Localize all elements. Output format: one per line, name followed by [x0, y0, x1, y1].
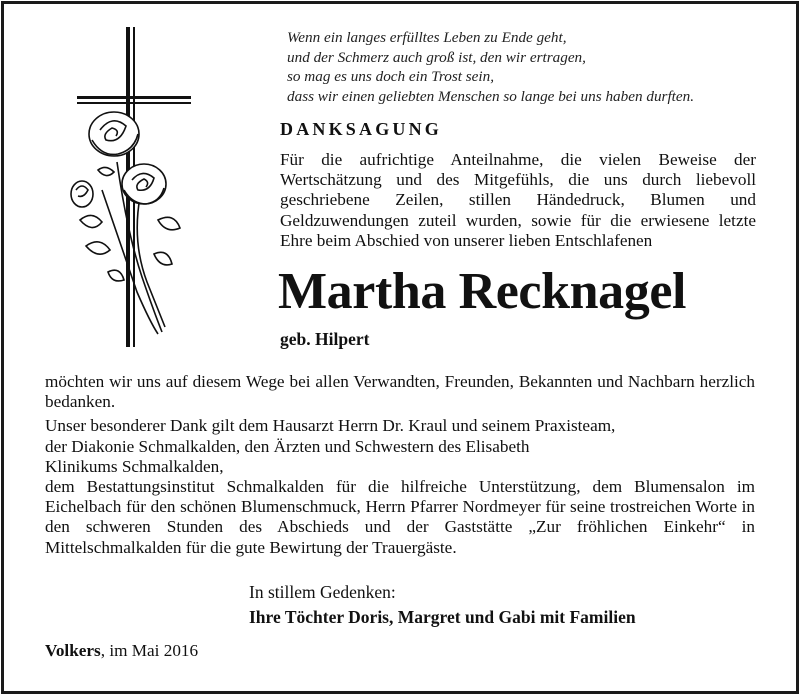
- poem-line: und der Schmerz auch groß ist, den wir ertragen,: [287, 48, 586, 66]
- intro-paragraph: Für die aufrichtige Anteilnahme, die vielen Beweise der Wertschätzung und des Mitgefühls, die uns durch liebevoll geschriebene Zeilen, stillen Händedruck, Blumen und Geldzuwendungen zuteil wurden, sowie für die erwiesene letzte Ehre beim Abschied von unserer lieben Entschlafenen: [280, 150, 756, 250]
- signature-line-1: In stillem Gedenken:: [249, 582, 396, 602]
- poem: [287, 28, 767, 106]
- body-line: Unser besonderer Dank gilt dem Hausarzt Herrn Dr. Kraul und seinem Praxisteam,: [45, 416, 616, 436]
- body-paragraph-2: dem Bestattungsinstitut Schmalkalden für die hilfreiche Unterstützung, dem Blumensalon im Eichelbach für den schönen Blumenschmuck, Herrn Pfarrer Nordmeyer für seine trostreichen Worte in den schweren Stunden des Abschieds und der Gaststätte „Zur fröhlichen Einkehr“ in Mittelschmalkalden für die gute Bewirtung der Trauergäste.: [45, 477, 755, 557]
- place-date-text: , im Mai 2016: [100, 641, 199, 660]
- deceased-name: Martha Recknagel: [278, 263, 687, 320]
- poem-line: so mag es uns doch ein Trost sein,: [287, 68, 495, 85]
- poem-line: dass wir einen geliebten Menschen so lange bei uns haben durften.: [287, 87, 695, 105]
- body-paragraph-1: möchten wir uns auf diesem Wege bei allen Verwandten, Freunden, Bekannten und Nachbarn herzlich bedanken.: [45, 372, 755, 412]
- place-town: Volkers: [45, 641, 101, 660]
- signature-line-2: Ihre Töchter Doris, Margret und Gabi mit Familien: [249, 607, 636, 627]
- body-line: der Diakonie Schmalkalden, den Ärzten und Schwestern des Elisabeth: [45, 436, 530, 456]
- heading-danksagung: DANKSAGUNG: [280, 119, 443, 139]
- signature-block: [249, 580, 636, 630]
- body-line: Klinikums Schmalkalden,: [45, 456, 224, 476]
- cross-with-roses-icon: [62, 22, 197, 352]
- poem-line: Wenn ein langes erfülltes Leben zu Ende geht,: [287, 29, 567, 46]
- roses-icon: [71, 112, 180, 334]
- place-date: [45, 641, 198, 661]
- birth-name: geb. Hilpert: [280, 329, 370, 349]
- body-text: [45, 372, 755, 558]
